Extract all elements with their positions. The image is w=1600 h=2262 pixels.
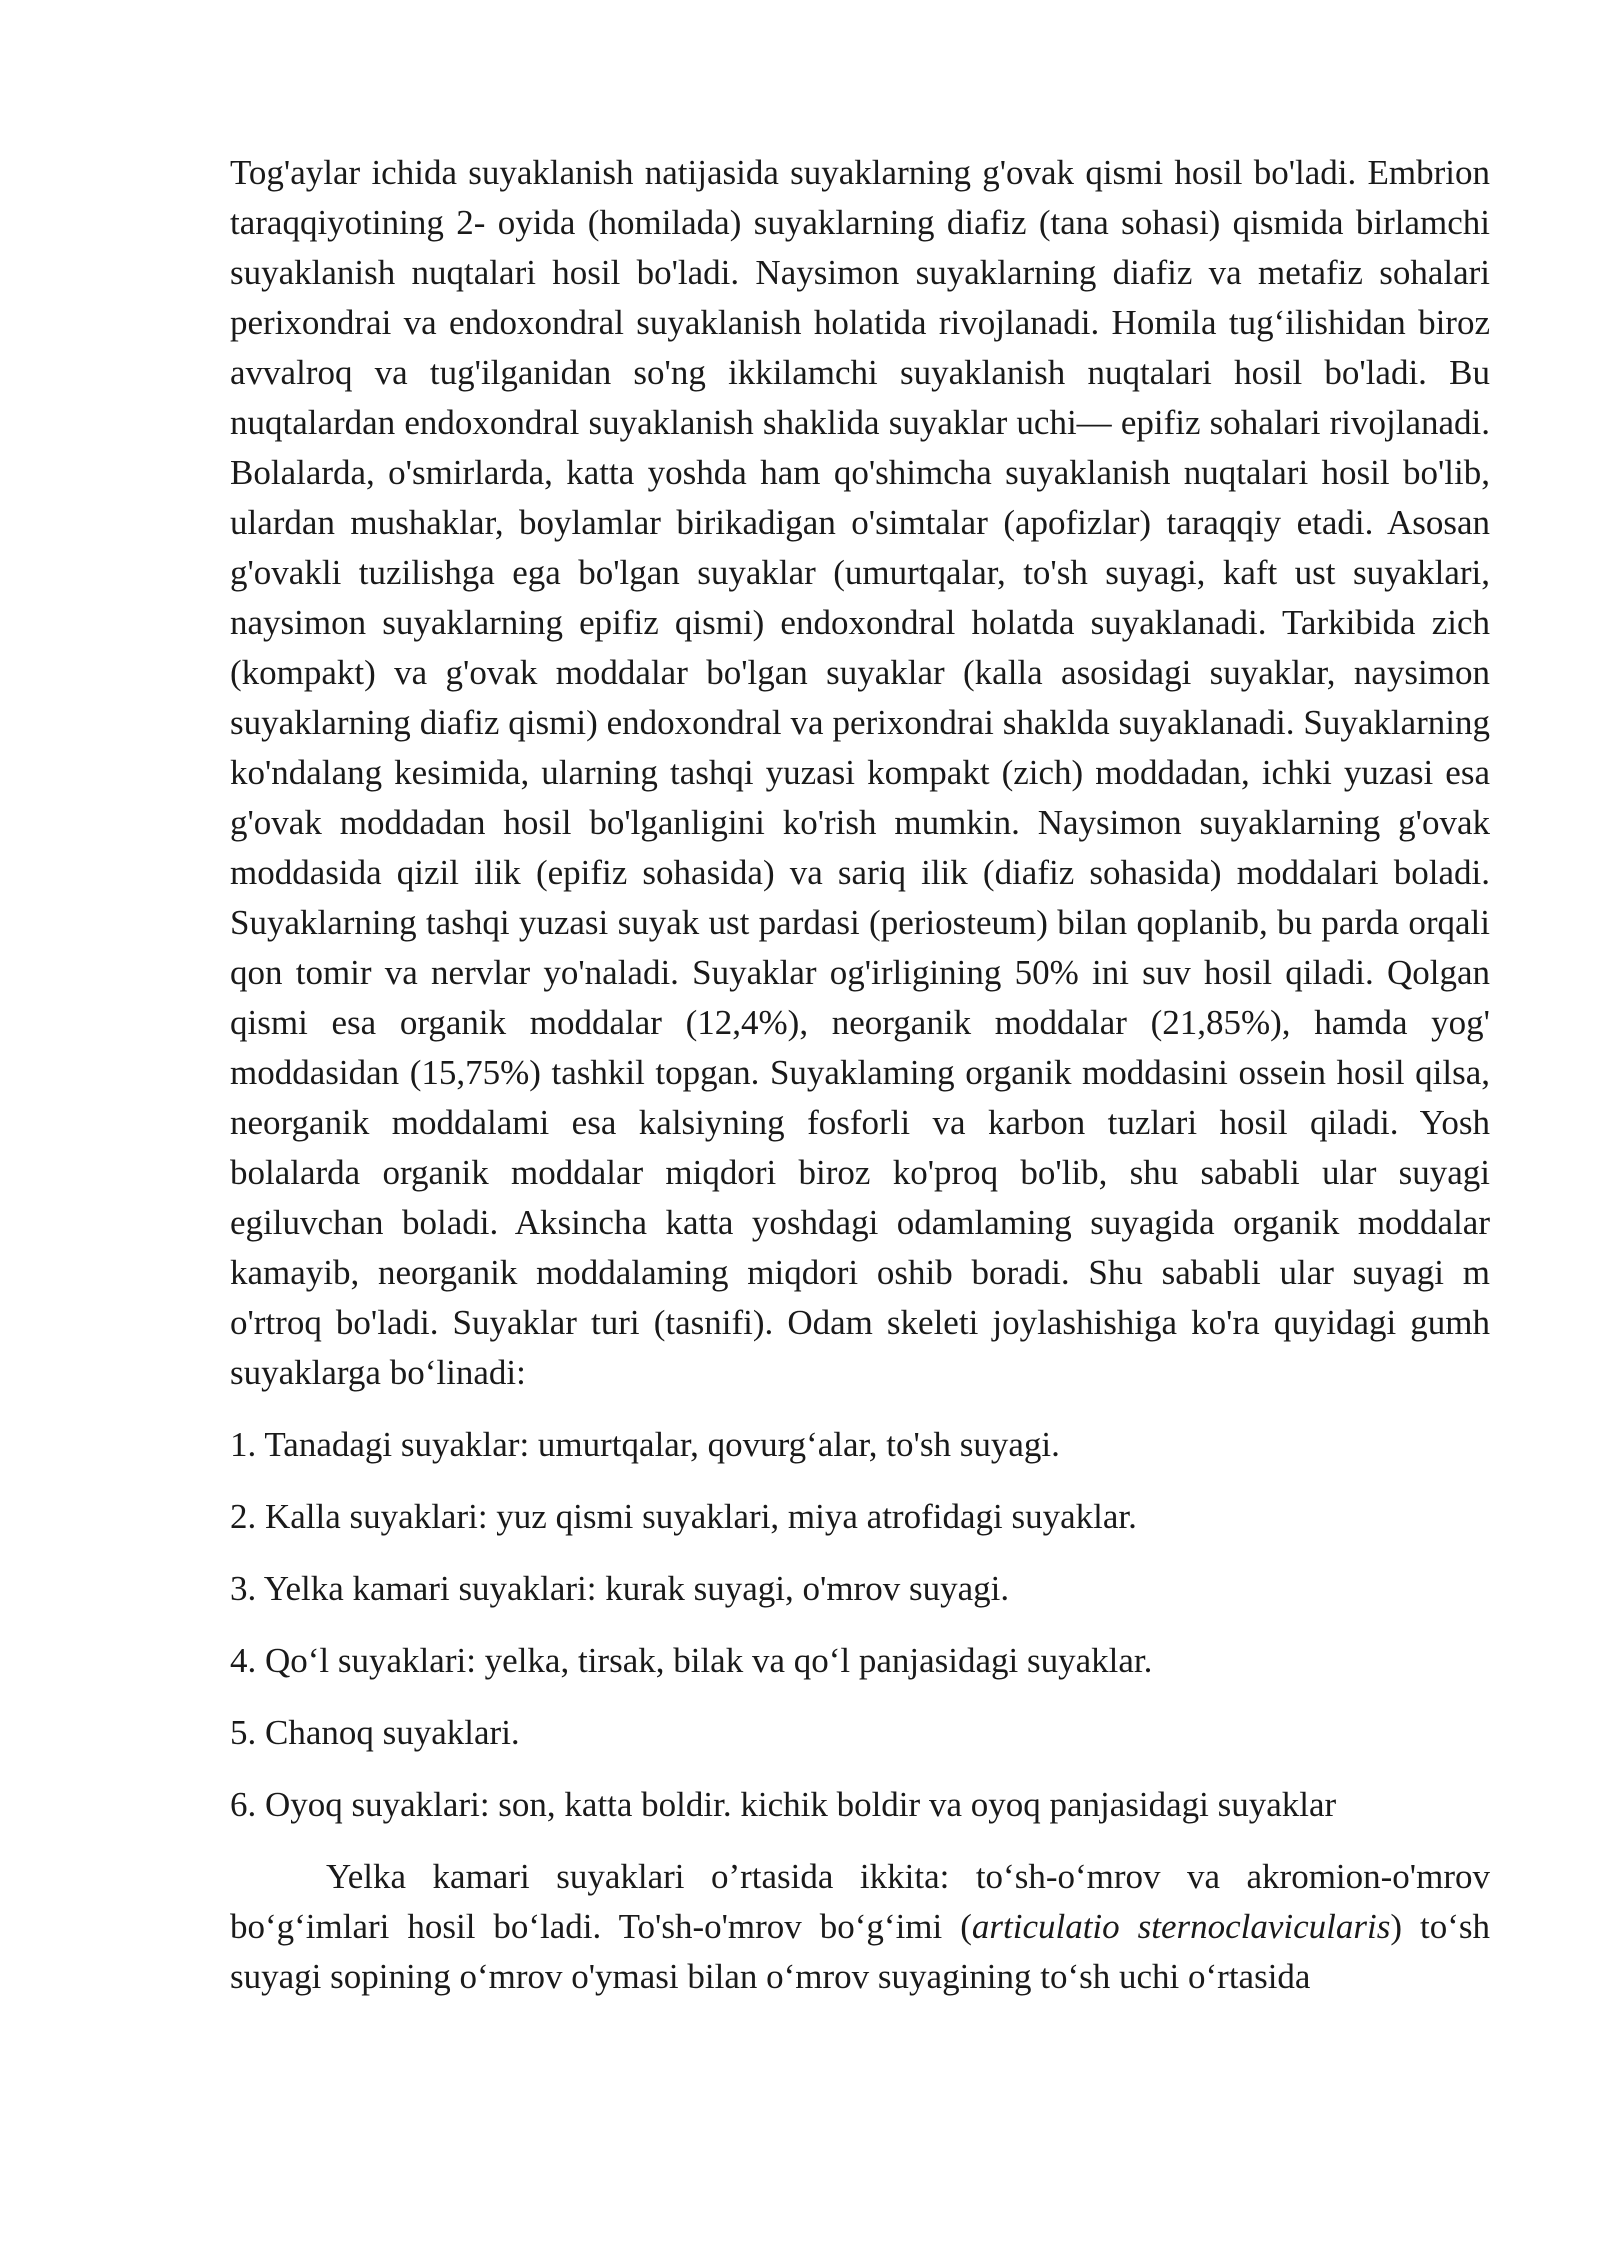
list-item: 3. Yelka kamari suyaklari: kurak suyagi, o'mrov suyagi. [230, 1569, 1010, 1608]
body-paragraph-2 [230, 1852, 1490, 2002]
list-item: 2. Kalla suyaklari: yuz qismi suyaklari, miya atrofidagi suyaklar. [230, 1497, 1137, 1536]
latin-term: articulatio sternoclavicularis [971, 1907, 1391, 1946]
paragraph-2-text-start: Yelka kamari suyaklari o’rtasida ikkita: to‘sh-o‘mrov va akromion-o'mrov bo‘g‘imlari hosil bo‘ladi. To'sh-o'mrov bo‘g‘imi ( [230, 1857, 1490, 1946]
list-item: 5. Chanoq suyaklari. [230, 1713, 520, 1752]
document-page [230, 148, 1490, 2002]
body-paragraph-1: Tog'aylar ichida suyaklanish natijasida suyaklarning g'ovak qismi hosil bo'ladi. Embrion taraqqiyotining 2- oyida (homilada) suyaklarning diafiz (tana sohasi) qismida birlamchi suyaklanish nuqtalari hosil bo'ladi. Naysimon suyaklarning diafiz va metafiz sohalari perixondrai va endoxondral suyaklanish holatida rivojlanadi. Homila tug‘ilishidan biroz avvalroq va tug'ilganidan so'ng ikkilamchi suyaklanish nuqtalari hosil bo'ladi. Bu nuqtalardan endoxondral suyaklanish shaklida suyaklar uchi— epifiz sohalari rivojlanadi. Bolalarda, o'smirlarda, katta yoshda ham qo'shimcha suyaklanish nuqtalari hosil bo'lib, ulardan mushaklar, boylamlar birikadigan o'simtalar (apofizlar) taraqqiy etadi. Asosan g'ovakli tuzilishga ega bo'lgan suyaklar (umurtqalar, to'sh suyagi, kaft ust suyaklari, naysimon suyaklarning epifiz qismi) endoxondral holatda suyaklanadi. Tarkibida zich (kompakt) va g'ovak moddalar bo'lgan suyaklar (kalla asosidagi suyaklar, naysimon suyaklarning diafiz qismi) endoxondral va perixondrai shaklda suyaklanadi. Suyaklarning ko'ndalang kesimida, ularning tashqi yuzasi kompakt (zich) moddadan, ichki yuzasi esa g'ovak moddadan hosil bo'lganligini ko'rish mumkin. Naysimon suyaklarning g'ovak moddasida qizil ilik (epifiz sohasida) va sariq ilik (diafiz sohasida) moddalari boladi. Suyaklarning tashqi yuzasi suyak ust pardasi (periosteum) bilan qoplanib, bu parda orqali qon tomir va nervlar yo'naladi. Suyaklar og'irligining 50% ini suv hosil qiladi. Qolgan qismi esa organik moddalar (12,4%), neorganik moddalar (21,85%), hamda yog' moddasidan (15,75%) tashkil topgan. Suyaklaming organik moddasini ossein hosil qilsa, neorganik moddalami esa kalsiyning fosforli va karbon tuzlari hosil qiladi. Yosh bolalarda organik moddalar miqdori biroz ko'proq bo'lib, shu sababli ular suyagi egiluvchan boladi. Aksincha katta yoshdagi odamlaming suyagida organik moddalar kamayib, neorganik moddalaming miqdori oshib boradi. Shu sababli ular suyagi m o'rtroq bo'ladi. Suyaklar turi (tasnifi). Odam skeleti joylashishiga ko'ra quyidagi gumh suyaklarga bo‘linadi: [230, 153, 1490, 1392]
list-item: 1. Tanadagi suyaklar: umurtqalar, qovurg‘alar, to'sh suyagi. [230, 1425, 1060, 1464]
list-item: 4. Qo‘l suyaklari: yelka, tirsak, bilak va qo‘l panjasidagi suyaklar. [230, 1641, 1153, 1680]
bone-types-list [230, 1420, 1490, 1830]
paragraph-2-text-end: ) to‘sh suyagi sopining o‘mrov o'ymasi bilan o‘mrov suyagining to‘sh uchi o‘rtasida [230, 1907, 1490, 1996]
list-item: 6. Oyoq suyaklari: son, katta boldir. kichik boldir va oyoq panjasidagi suyaklar [230, 1785, 1337, 1824]
